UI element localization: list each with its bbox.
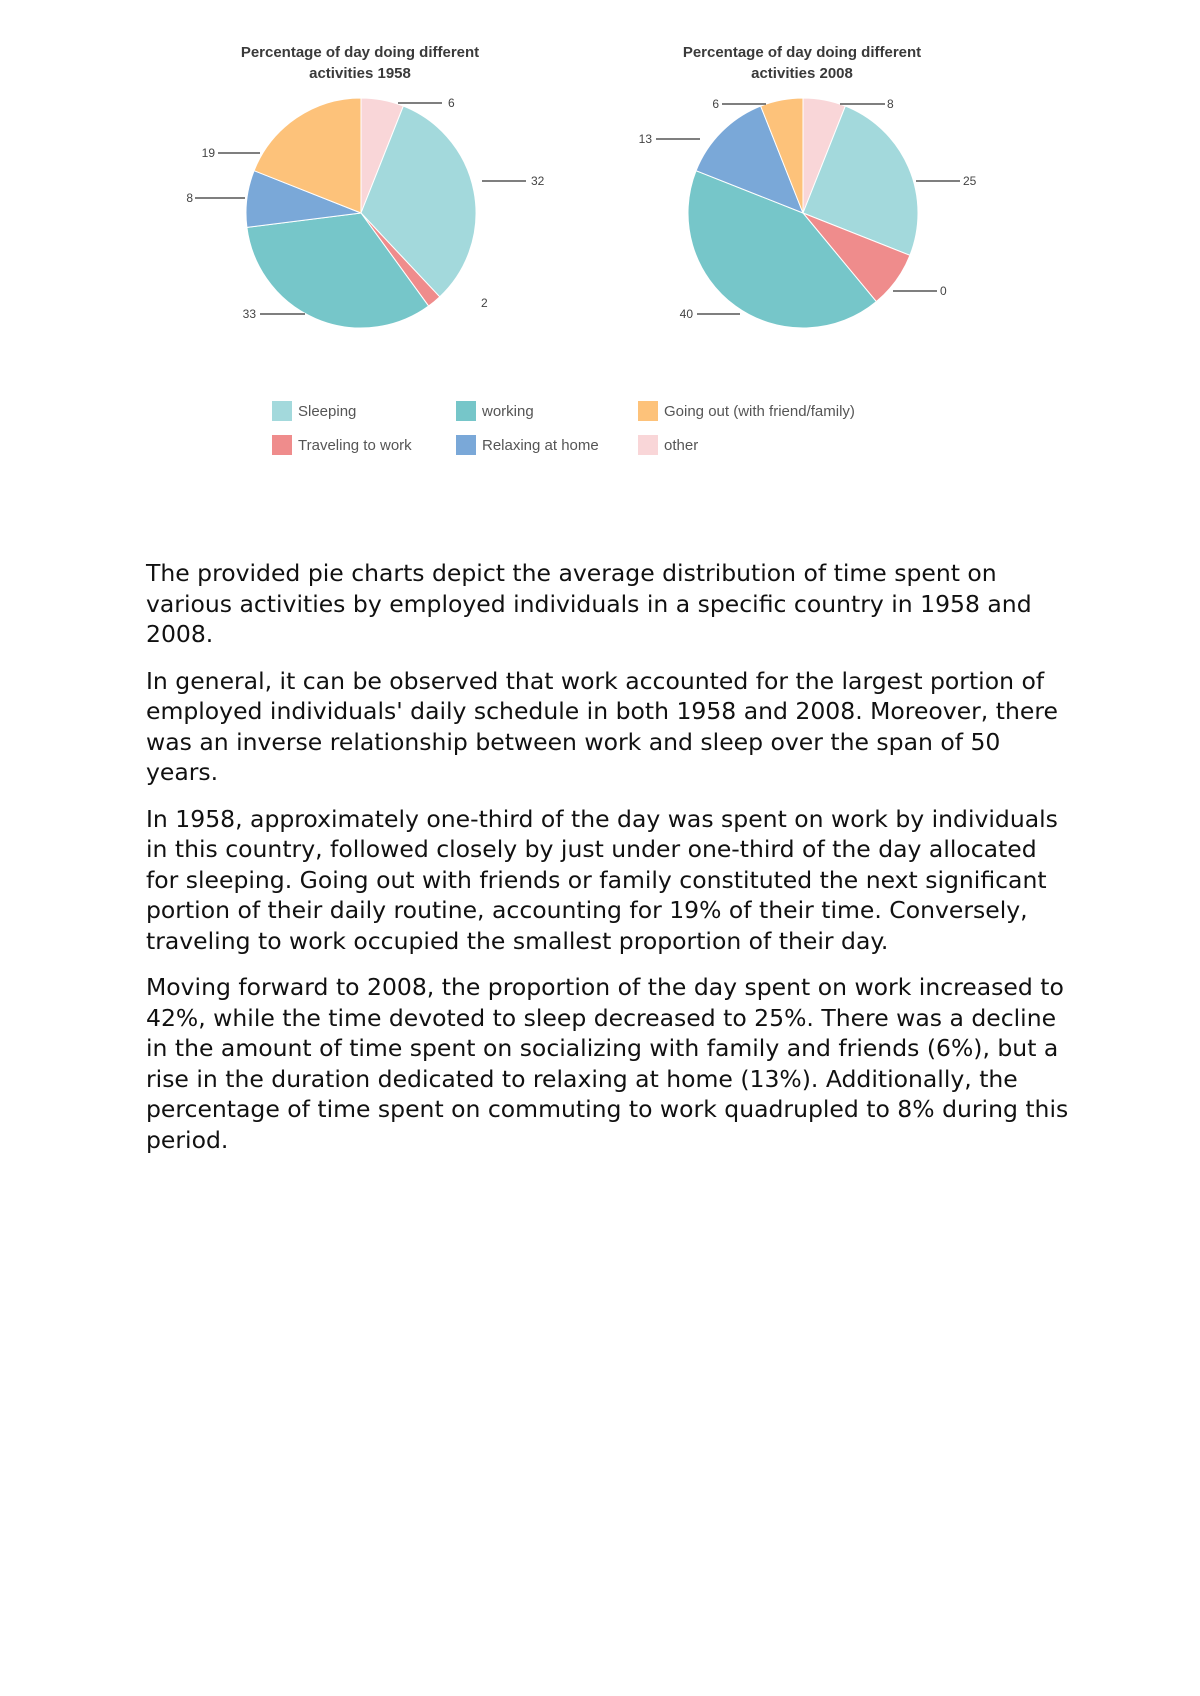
legend-swatch-working <box>456 401 476 421</box>
data-label-other: 6 <box>448 96 455 110</box>
data-label-other: 8 <box>887 97 894 111</box>
pie-chart-2008 <box>639 97 977 328</box>
legend-item-sleeping <box>272 400 356 422</box>
data-label-traveling: 0 <box>940 284 947 298</box>
chart-title-2008-line1: Percentage of day doing different <box>682 44 922 61</box>
pie-charts <box>0 0 1200 400</box>
data-label-sleeping: 32 <box>531 174 545 188</box>
pie-chart-1958 <box>186 96 544 328</box>
essay-paragraph: Moving forward to 2008, the proportion of the day spent on work increased to 42%, while the time devoted to sleep decreased to 25%. There was a decline in the amount of time spent on socializing with family and friends (6%), but a rise in the duration dedicated to relaxing at home (13%). Additionally, the percentage of time spent on commuting to work quadrupled to 8% during this period. <box>146 973 1069 1154</box>
data-label-working: 33 <box>242 307 256 321</box>
legend-swatch-other <box>638 435 658 455</box>
essay-text <box>146 558 1076 1171</box>
data-label-working: 40 <box>679 307 693 321</box>
legend-swatch-relaxing <box>456 435 476 455</box>
data-label-relaxing: 13 <box>638 132 652 146</box>
data-label-traveling: 2 <box>481 296 488 310</box>
legend-item-working <box>456 400 534 422</box>
data-label-going-out: 6 <box>712 97 719 111</box>
legend-swatch-traveling <box>272 435 292 455</box>
legend-item-going-out <box>638 400 855 422</box>
essay-paragraph: The provided pie charts depict the average distribution of time spent on various activities by employed individuals in a specific country in 1958 and 2008. <box>146 559 1032 648</box>
data-label-relaxing: 8 <box>186 191 193 205</box>
legend-label-working: working <box>482 402 534 420</box>
legend-item-relaxing <box>456 434 599 456</box>
legend-label-other: other <box>664 436 699 454</box>
legend-swatch-going-out <box>638 401 658 421</box>
legend-label-going-out: Going out (with friend/family) <box>664 402 855 420</box>
legend-label-traveling: Traveling to work <box>298 436 412 454</box>
legend-label-relaxing: Relaxing at home <box>482 436 599 454</box>
chart-title-2008-line2: activities 2008 <box>751 65 853 82</box>
essay-paragraph: In 1958, approximately one-third of the day was spent on work by individuals in this country, followed closely by just under one-third of the day allocated for sleeping. Going out with friends or family constituted the next significant portion of their daily routine, accounting for 19% of their time. Conversely, traveling to work occupied the smallest proportion of their day. <box>146 804 1058 955</box>
legend-label-sleeping: Sleeping <box>298 402 357 420</box>
essay-paragraph: In general, it can be observed that work accounted for the largest portion of employed individuals' daily schedule in both 1958 and 2008. Moreover, there was an inverse relationship between work and sleep over the span of 50 years. <box>146 666 1058 786</box>
data-label-sleeping: 25 <box>963 174 977 188</box>
chart-legend <box>272 400 912 460</box>
chart-title-1958-line1: Percentage of day doing different <box>240 44 480 61</box>
chart-title-1958-line2: activities 1958 <box>309 65 411 82</box>
data-label-going-out: 19 <box>201 146 215 160</box>
legend-item-other <box>638 434 698 456</box>
legend-swatch-sleeping <box>272 401 292 421</box>
chart-figure <box>0 0 1200 470</box>
legend-item-traveling <box>272 434 412 456</box>
